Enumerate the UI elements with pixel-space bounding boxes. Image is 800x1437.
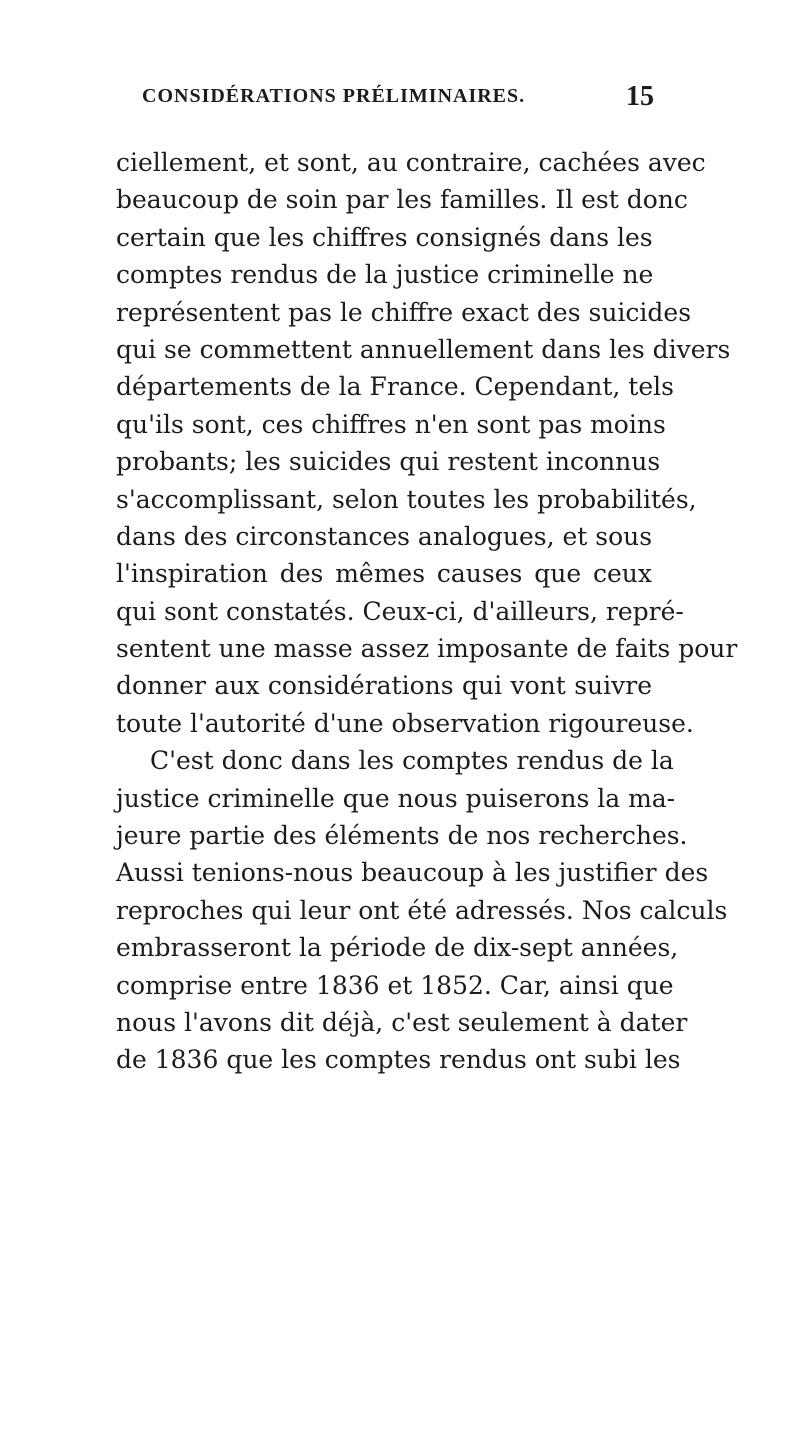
text-line: de 1836 que les comptes rendus ont subi les — [116, 1045, 681, 1075]
text-line: comptes rendus de la justice criminelle ne — [116, 260, 654, 290]
text-line: sentent une masse assez imposante de faits pour — [116, 634, 738, 664]
text-line: dans des circonstances analogues, et sous — [116, 521, 653, 551]
text-line: beaucoup de soin par les familles. Il est donc — [116, 185, 688, 215]
text-line: nous l'avons dit déjà, c'est seulement à dater — [116, 1007, 688, 1037]
text-line: justice criminelle que nous puiserons la ma- — [116, 783, 676, 813]
text-line: certain que les chiffres consignés dans les — [116, 222, 653, 252]
text-line: jeure partie des éléments de nos recherches. — [116, 821, 688, 851]
text-line: embrasseront la période de dix-sept années, — [116, 933, 679, 963]
page-number: 15 — [626, 81, 654, 112]
body-text — [116, 144, 738, 1079]
text-line: donner aux considérations qui vont suivre — [116, 671, 652, 701]
text-line: toute l'autorité d'une observation rigoureuse. — [116, 708, 694, 738]
text-line: reproches qui leur ont été adressés. Nos calculs — [116, 895, 728, 925]
text-line: l'inspiration des mêmes causes que ceux — [116, 559, 652, 589]
text-line: Aussi tenions-nous beaucoup à les justifier des — [116, 858, 709, 888]
text-line: comprise entre 1836 et 1852. Car, ainsi que — [116, 970, 674, 1000]
text-line: probants; les suicides qui restent inconnus — [116, 447, 661, 477]
text-line: départements de la France. Cependant, tels — [116, 372, 674, 402]
text-line: s'accomplissant, selon toutes les probabilités, — [116, 484, 697, 514]
text-line: ciellement, et sont, au contraire, cachées avec — [116, 148, 706, 177]
text-line: qui sont constatés. Ceux-ci, d'ailleurs, repré- — [116, 596, 684, 626]
text-line: représentent pas le chiffre exact des suicides — [116, 297, 692, 327]
text-line: qu'ils sont, ces chiffres n'en sont pas moins — [116, 409, 666, 439]
running-header — [142, 81, 654, 119]
text-line: C'est donc dans les comptes rendus de la — [150, 746, 674, 776]
text-line: qui se commettent annuellement dans les divers — [116, 334, 731, 364]
running-title: CONSIDÉRATIONS PRÉLIMINAIRES. — [142, 85, 526, 107]
